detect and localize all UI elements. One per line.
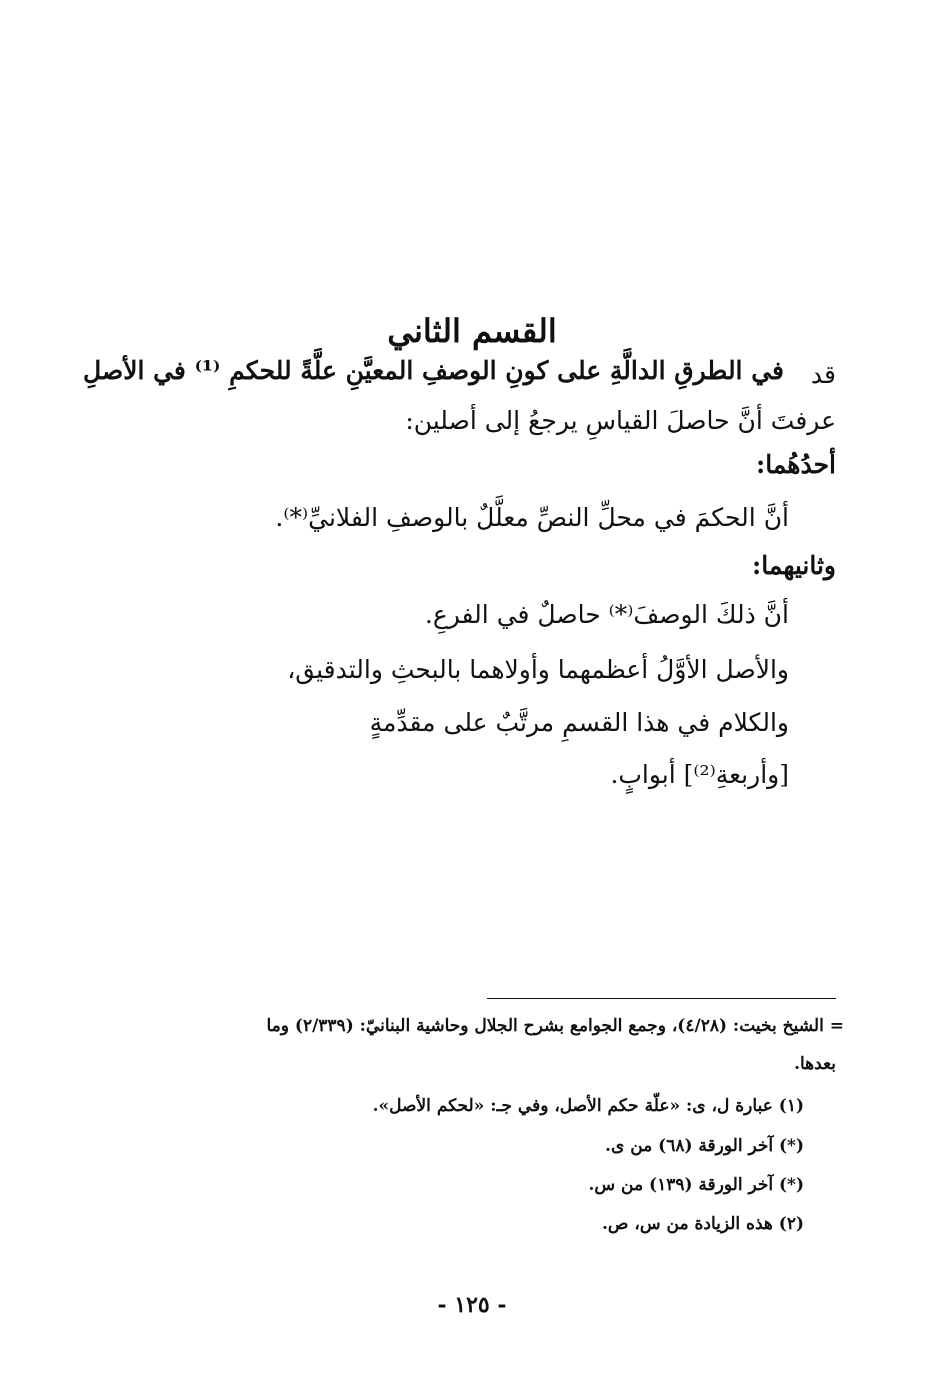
footnote-star-1: (*) آخر الورقة (٦٨) من ى. — [605, 1136, 804, 1156]
body-line-7: والأصل الأوَّلُ أعظمهما وأولاهما بالبحثِ والتدقيق، — [287, 655, 789, 684]
footnote-continuation-end: بعدها. — [794, 1054, 836, 1074]
footnote-separator — [487, 998, 836, 999]
label-first: أحدُهُما: — [755, 450, 836, 479]
body-line-6: أنَّ ذلكَ الوصفَ⁽*⁾ حاصلٌ في الفرعِ. — [424, 600, 789, 629]
body-line-4: أنَّ الحكمَ في محلِّ النصِّ معلَّلٌ بالوصفِ الفلانيِّ⁽*⁾. — [275, 503, 789, 532]
footnote-1: (١) عبارة ل، ى: «علّة حكم الأصل، وفي جـ: «لحكم الأصل». — [372, 1096, 804, 1116]
footnote-continuation: = الشيخ بخيت: (٤/٢٨)، وجمع الجوامع بشرح الجلال وحاشية البنانيّ: (٢/٣٣٩) وما — [266, 1016, 844, 1036]
footnote-2: (٢) هذه الزيادة من س، ص. — [601, 1214, 804, 1234]
section-title: القسم الثاني — [387, 312, 557, 350]
body-line-9: [وأربعةِ⁽²⁾] أبوابٍ. — [610, 760, 789, 789]
body-line-2: عرفتَ أنَّ حاصلَ القياسِ يرجعُ إلى أصلين: — [405, 406, 836, 435]
body-line-8: والكلام في هذا القسمِ مرتَّبٌ على مقدِّمةٍ — [369, 708, 789, 737]
heading-tail-word: قد — [810, 360, 836, 389]
page-number: - ١٢٥ - — [437, 1292, 507, 1318]
footnote-star-2: (*) آخر الورقة (١٣٩) من س. — [588, 1175, 804, 1195]
section-heading: في الطرقِ الدالَّةِ على كونِ الوصفِ المعيَّنِ علَّةً للحكمِ ⁽¹⁾ في الأصلِ — [83, 356, 784, 385]
label-second: وثانيهما: — [752, 551, 836, 580]
